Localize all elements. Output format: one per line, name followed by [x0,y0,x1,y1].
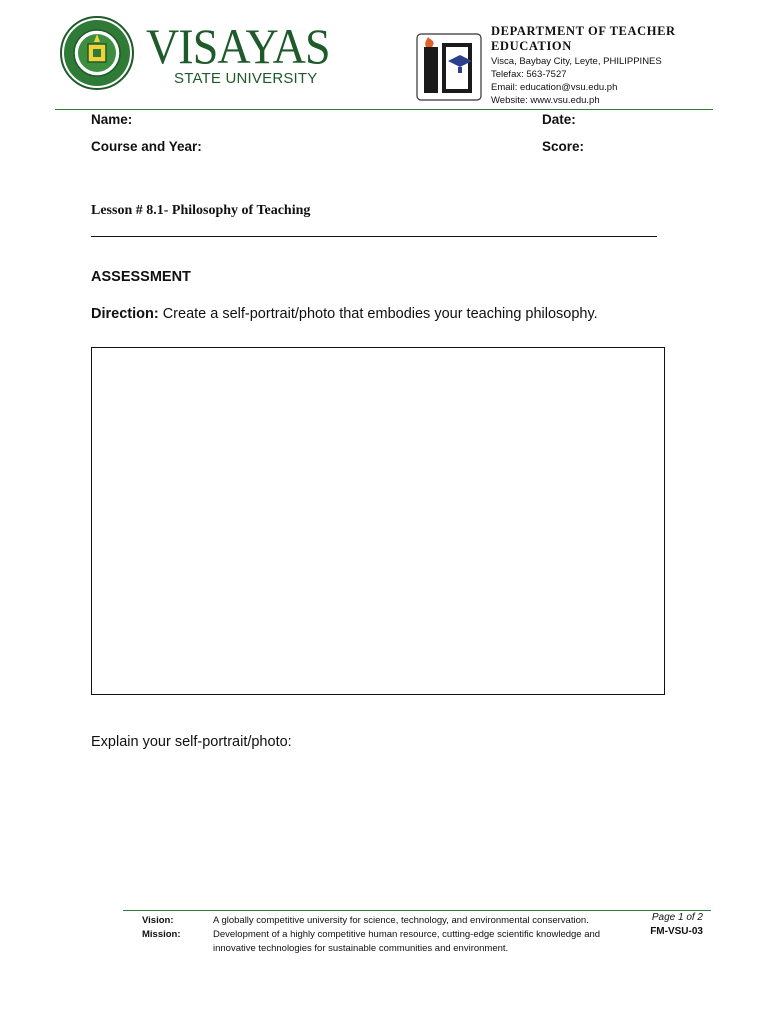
department-email: Email: education@vsu.edu.ph [491,82,618,93]
form-code: FM-VSU-03 [650,926,703,937]
direction-label: Direction: [91,306,159,322]
teacher-education-logo-icon [416,33,482,101]
department-info [491,24,751,107]
department-title: DEPARTMENT OF TEACHER EDUCATION [491,24,676,53]
direction-text: Create a self-portrait/photo that embodies your teaching philosophy. [158,306,598,322]
date-label: Date: [542,112,576,127]
name-label: Name: [91,112,133,127]
lesson-underline [91,236,657,237]
self-portrait-box[interactable] [91,347,665,695]
lesson-title: Lesson # 8.1- Philosophy of Teaching [91,203,311,218]
explain-prompt: Explain your self-portrait/photo: [91,734,292,750]
department-address: Visca, Baybay City, Leyte, PHILIPPINES [491,56,662,67]
header-divider [55,109,713,110]
vision-label: Vision: [142,915,174,926]
footer-divider [123,910,711,911]
university-subname: STATE UNIVERSITY [174,70,318,87]
mission-text: Development of a highly competitive human resource, cutting-edge scientific knowledge and innovative technologies for sustainable communities and environment. [213,929,601,954]
course-year-label: Course and Year: [91,139,202,154]
university-wordmark [146,20,346,90]
direction-line [91,306,598,322]
page-number: Page 1 of 2 [651,912,703,923]
assessment-heading: ASSESSMENT [91,269,191,285]
department-website: Website: www.vsu.edu.ph [491,95,600,106]
mission-label: Mission: [142,929,181,940]
vision-text: A globally competitive university for science, technology, and environmental conservation. [213,915,589,926]
vsu-seal-icon [60,16,134,90]
department-telefax: Telefax: 563-7527 [491,69,567,80]
score-label: Score: [542,139,585,154]
university-name: VISAYAS [146,18,330,74]
